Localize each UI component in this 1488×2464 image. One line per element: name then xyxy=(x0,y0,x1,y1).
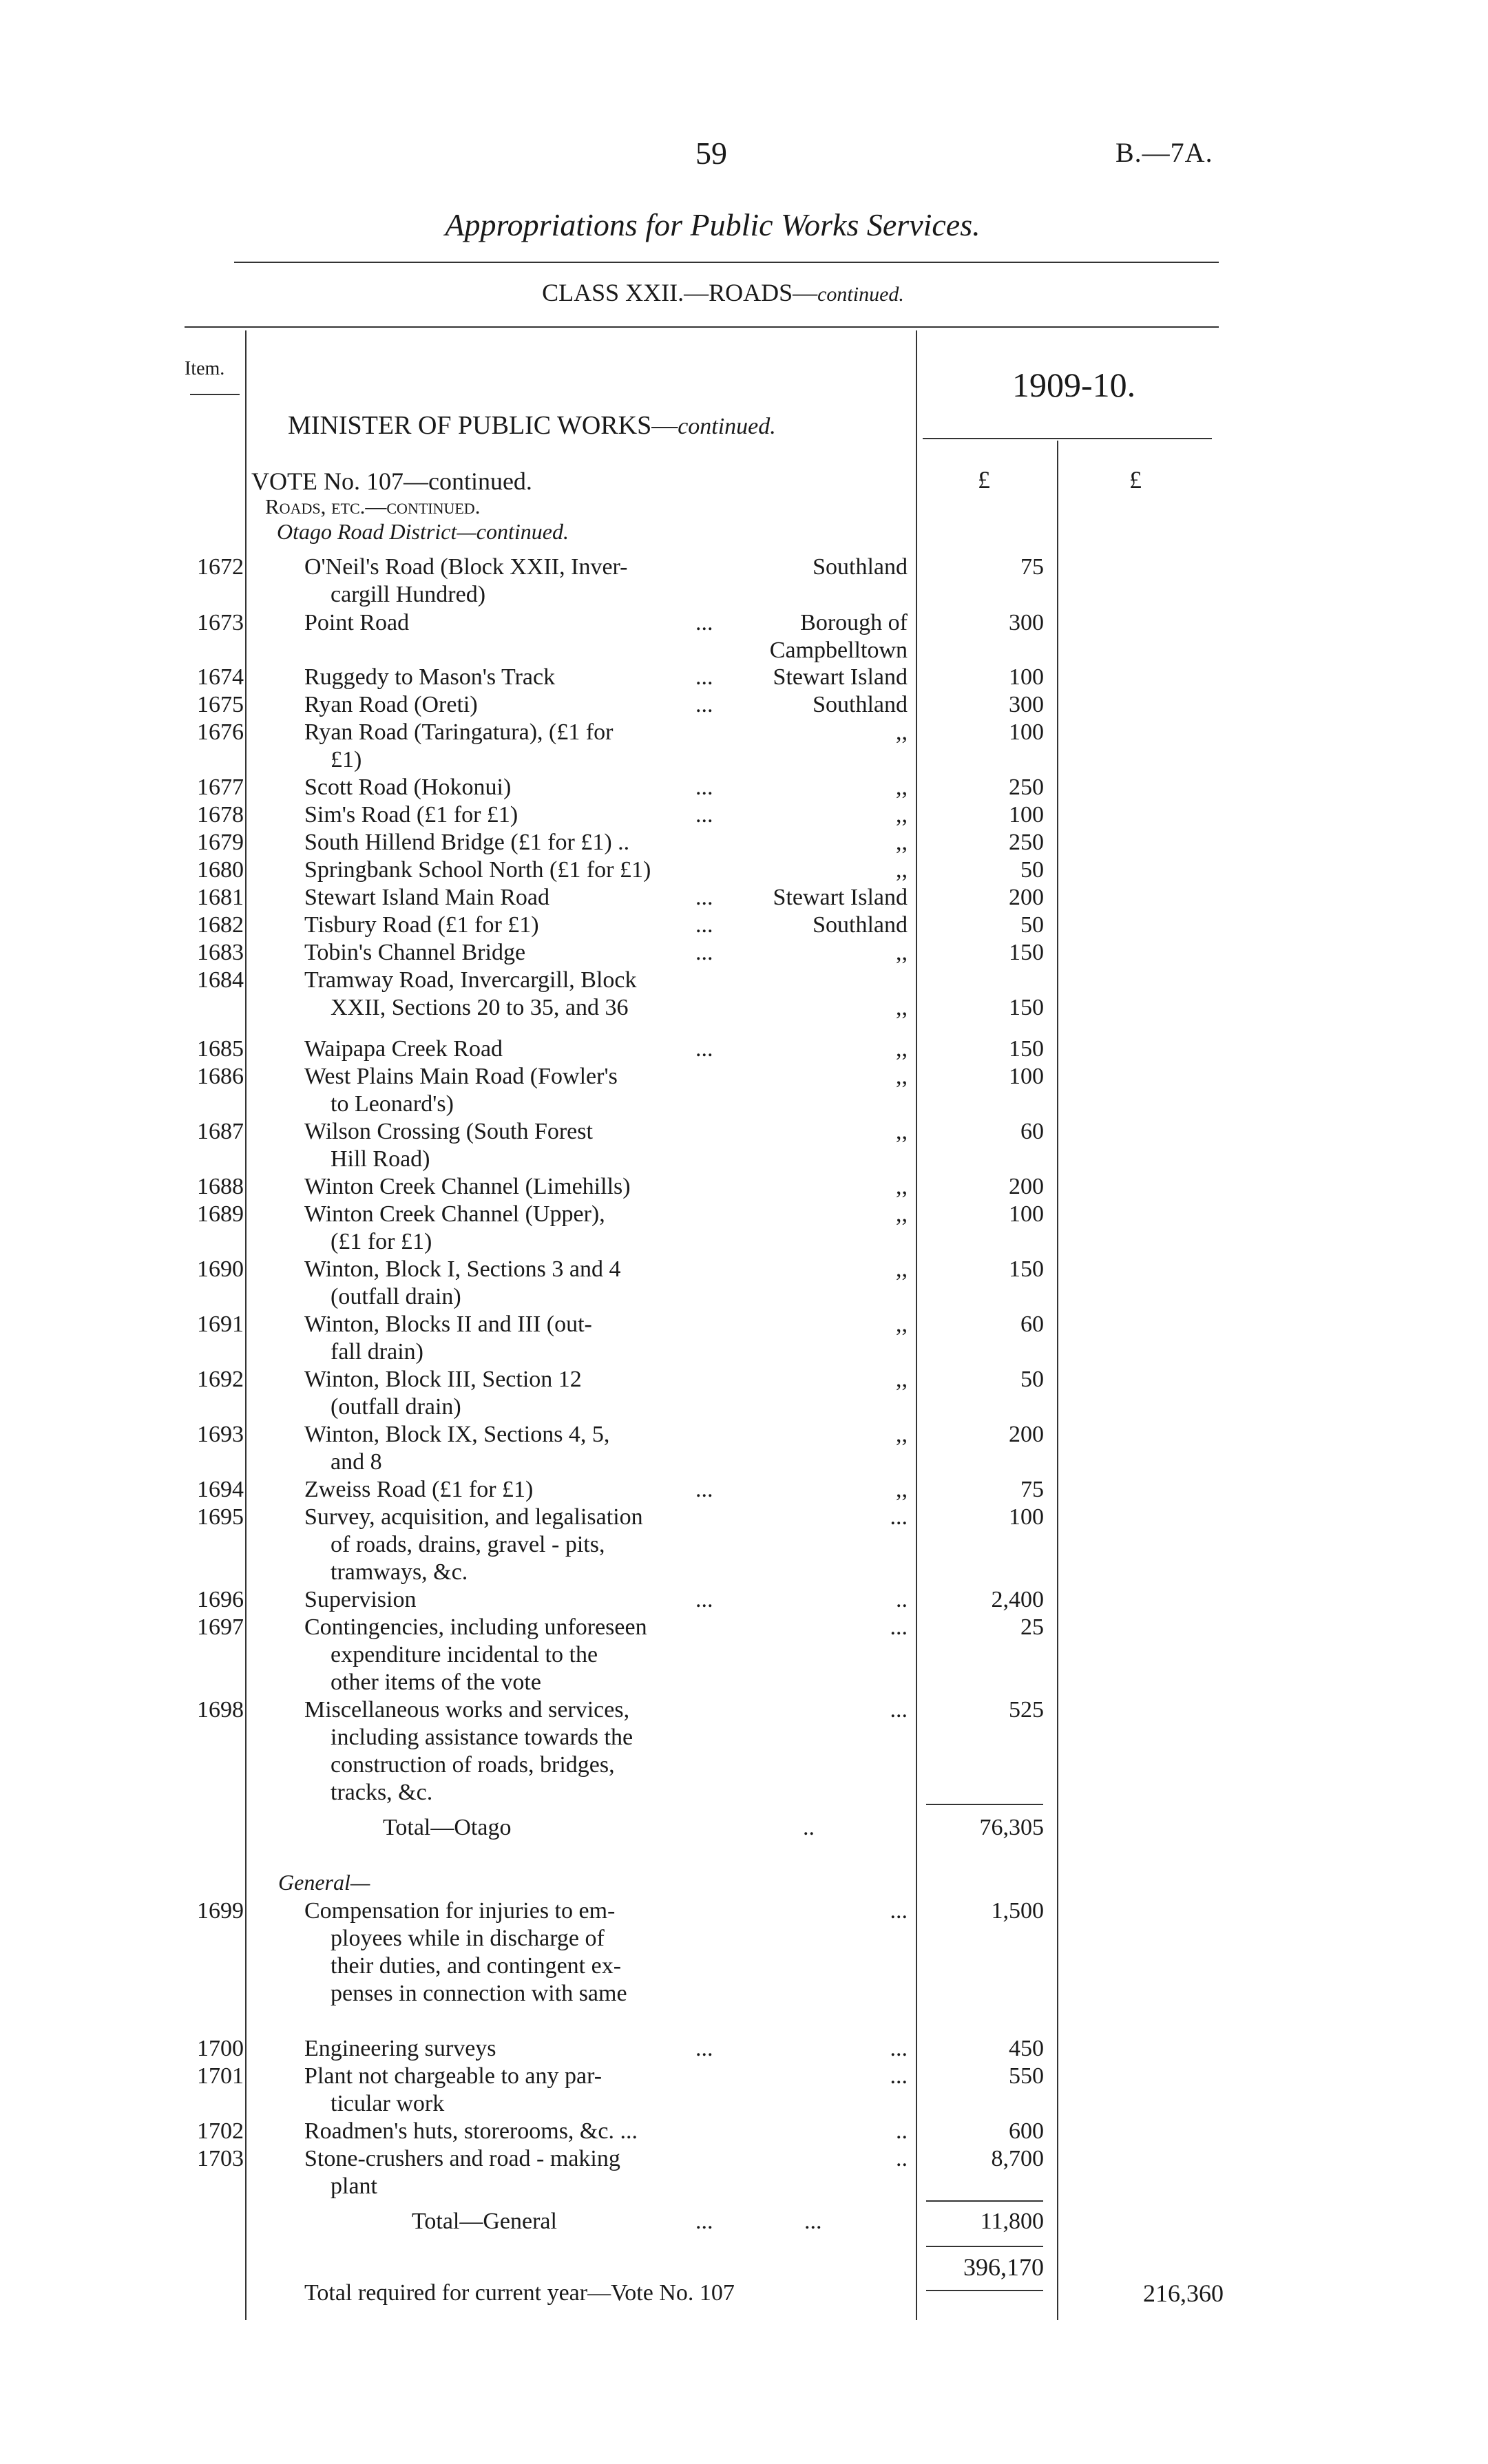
item-number: 1676 xyxy=(197,719,244,745)
vote-total-amount: 216,360 xyxy=(1143,2279,1224,2307)
item-district xyxy=(716,829,908,856)
description-line: of roads, drains, gravel - pits, xyxy=(331,1532,605,1557)
item-amount: 25 xyxy=(1020,1614,1044,1640)
description-line: XXII, Sections 20 to 35, and 36 xyxy=(331,995,629,1020)
item-number: 1703 xyxy=(197,2146,244,2171)
item-district xyxy=(716,554,908,581)
description-line: Ryan Road (Taringatura), (£1 for xyxy=(304,719,614,745)
item-number: 1701 xyxy=(197,2063,244,2089)
total-otago-dots: .. xyxy=(803,1815,815,1840)
description-line: Plant not chargeable to any par- xyxy=(304,2063,602,2089)
pound-sign-amount: £ xyxy=(978,466,990,494)
district-line: Southland xyxy=(813,692,908,717)
item-amount: 250 xyxy=(1009,775,1044,800)
district-line: ,, xyxy=(896,1036,908,1062)
item-district xyxy=(716,719,908,746)
item-amount: 150 xyxy=(1009,995,1044,1020)
amount-column-rule-left xyxy=(916,330,917,2320)
district-line: Stewart Island xyxy=(773,885,908,910)
item-district xyxy=(716,1366,908,1393)
item-description xyxy=(304,1476,730,1504)
item-description xyxy=(304,1504,730,1586)
item-amount: 200 xyxy=(1009,1174,1044,1199)
item-district xyxy=(716,1421,908,1449)
item-district xyxy=(716,1256,908,1283)
item-district xyxy=(716,801,908,829)
page-number: 59 xyxy=(695,136,727,171)
item-number: 1697 xyxy=(197,1614,244,1640)
item-description xyxy=(304,1311,730,1366)
description-line: Stewart Island Main Road xyxy=(304,885,549,910)
description-line: Zweiss Road (£1 for £1) xyxy=(304,1477,534,1502)
item-amount: 60 xyxy=(1020,1119,1044,1144)
item-number: 1685 xyxy=(197,1036,244,1062)
item-district xyxy=(716,2145,908,2173)
item-number: 1699 xyxy=(197,1898,244,1924)
item-number: 1690 xyxy=(197,1256,244,1282)
total-general-dots: ... xyxy=(695,2209,713,2234)
item-amount: 75 xyxy=(1020,1477,1044,1502)
description-line: penses in connection with same xyxy=(331,1981,627,2006)
description-line: Contingencies, including unforeseen xyxy=(304,1614,647,1640)
total-general-rule xyxy=(926,2200,1043,2202)
vote-heading: VOTE No. 107—continued. xyxy=(251,467,532,495)
leader-dots: ... xyxy=(695,940,713,965)
item-amount: 50 xyxy=(1020,1367,1044,1392)
item-number: 1694 xyxy=(197,1477,244,1502)
item-column-rule xyxy=(245,330,247,2320)
item-number: 1702 xyxy=(197,2118,244,2144)
district-line: ... xyxy=(890,1898,908,1924)
item-district xyxy=(716,664,908,691)
description-line: to Leonard's) xyxy=(331,1091,454,1117)
item-description xyxy=(304,856,730,884)
item-number: 1698 xyxy=(197,1697,244,1723)
roads-heading: Roads, etc.—continued. xyxy=(265,494,481,518)
item-district xyxy=(716,1201,908,1228)
description-line: Engineering surveys xyxy=(304,2036,496,2061)
minister-heading-cont: continued. xyxy=(678,414,776,439)
district-heading-text: Otago Road District—continued. xyxy=(277,519,569,544)
leader-dots: ... xyxy=(695,1587,713,1612)
item-district xyxy=(716,2118,908,2145)
description-line: tramways, &c. xyxy=(331,1559,468,1585)
item-description xyxy=(304,1035,730,1063)
item-number: 1679 xyxy=(197,830,244,855)
district-line: ,, xyxy=(896,802,908,828)
item-number: 1692 xyxy=(197,1367,244,1392)
item-amount: 200 xyxy=(1009,1422,1044,1447)
item-amount: 200 xyxy=(1009,885,1044,910)
item-description xyxy=(304,1614,730,1696)
general-heading-text: General— xyxy=(278,1870,370,1895)
item-district xyxy=(716,691,908,719)
item-amount: 100 xyxy=(1009,802,1044,828)
item-amount: 150 xyxy=(1009,1256,1044,1282)
class-rule xyxy=(185,326,1219,328)
item-district xyxy=(716,856,908,884)
item-number: 1675 xyxy=(197,692,244,717)
description-line: Survey, acquisition, and legalisation xyxy=(304,1504,643,1530)
description-line: Winton, Block I, Sections 3 and 4 xyxy=(304,1256,621,1282)
item-district xyxy=(716,1696,908,1724)
district-line: ... xyxy=(890,2036,908,2061)
item-amount: 50 xyxy=(1020,912,1044,938)
district-line: Southland xyxy=(813,554,908,580)
district-line: ,, xyxy=(896,1064,908,1089)
item-number: 1680 xyxy=(197,857,244,883)
item-description xyxy=(304,939,730,967)
item-amount: 100 xyxy=(1009,664,1044,690)
description-line: Winton, Block IX, Sections 4, 5, xyxy=(304,1422,610,1447)
total-otago-amount: 76,305 xyxy=(979,1815,1044,1840)
description-line: Roadmen's huts, storerooms, &c. ... xyxy=(304,2118,638,2144)
description-line: and 8 xyxy=(331,1449,382,1475)
district-line: ,, xyxy=(896,1119,908,1144)
district-line: ,, xyxy=(896,857,908,883)
description-line: Wilson Crossing (South Forest xyxy=(304,1119,593,1144)
district-line: .. xyxy=(896,2118,908,2144)
description-line: construction of roads, bridges, xyxy=(331,1752,615,1778)
item-amount: 450 xyxy=(1009,2036,1044,2061)
district-line: ,, xyxy=(896,1256,908,1282)
description-line: Stone-crushers and road - making xyxy=(304,2146,620,2171)
item-district xyxy=(716,2035,908,2063)
item-amount: 250 xyxy=(1009,830,1044,855)
item-column-header: Item. xyxy=(185,358,225,379)
description-line: Tramway Road, Invercargill, Block xyxy=(304,967,637,993)
description-line: Supervision xyxy=(304,1587,417,1612)
item-district xyxy=(716,1476,908,1504)
description-line: Ruggedy to Mason's Track xyxy=(304,664,556,690)
item-number: 1688 xyxy=(197,1174,244,1199)
item-description xyxy=(304,2118,730,2145)
description-line: Winton Creek Channel (Limehills) xyxy=(304,1174,631,1199)
district-line: ,, xyxy=(896,1422,908,1447)
vote-total-label: Total required for current year—Vote No. 107 xyxy=(304,2280,735,2306)
leader-dots: ... xyxy=(695,885,713,910)
description-line: Waipapa Creek Road xyxy=(304,1036,503,1062)
item-description xyxy=(304,719,730,774)
description-line: ticular work xyxy=(331,2091,445,2116)
district-line: ... xyxy=(890,1697,908,1723)
leader-dots: ... xyxy=(695,610,713,635)
item-description xyxy=(304,609,730,637)
item-number: 1683 xyxy=(197,940,244,965)
district-line: ,, xyxy=(896,995,908,1020)
item-number: 1695 xyxy=(197,1504,244,1530)
description-line: (£1 for £1) xyxy=(331,1229,432,1254)
item-description xyxy=(304,664,730,691)
item-description xyxy=(304,1118,730,1173)
item-number: 1696 xyxy=(197,1587,244,1612)
description-line: tracks, &c. xyxy=(331,1780,433,1805)
vote-total-rule-top xyxy=(926,2246,1043,2247)
year-header-underline xyxy=(923,438,1212,439)
total-general-amount: 11,800 xyxy=(980,2209,1044,2234)
item-description xyxy=(304,829,730,856)
item-number: 1674 xyxy=(197,664,244,690)
total-otago-rule xyxy=(926,1804,1043,1805)
vote-total-rule-bottom xyxy=(926,2290,1043,2291)
description-line: Winton, Blocks II and III (out- xyxy=(304,1312,592,1337)
district-line: ,, xyxy=(896,719,908,745)
item-description xyxy=(304,1201,730,1256)
item-district xyxy=(716,1035,908,1063)
district-line: ,, xyxy=(896,940,908,965)
item-amount: 2,400 xyxy=(991,1587,1044,1612)
item-description xyxy=(304,912,730,939)
district-line: Southland xyxy=(813,912,908,938)
item-district xyxy=(716,774,908,801)
description-line: plant xyxy=(331,2173,377,2199)
leader-dots: ... xyxy=(695,802,713,828)
item-description xyxy=(304,1897,730,2008)
description-line: Sim's Road (£1 for £1) xyxy=(304,802,518,828)
item-district xyxy=(716,1897,908,1925)
district-line: ,, xyxy=(896,1201,908,1227)
item-amount: 1,500 xyxy=(991,1898,1044,1924)
item-description xyxy=(304,1366,730,1421)
total-general-dots-2: ... xyxy=(804,2209,822,2234)
description-line: Tobin's Channel Bridge xyxy=(304,940,526,965)
item-district xyxy=(716,912,908,939)
total-otago-label: Total—Otago xyxy=(383,1815,512,1840)
item-district xyxy=(716,1173,908,1201)
minister-heading-text: MINISTER OF PUBLIC WORKS— xyxy=(288,411,678,440)
item-number: 1673 xyxy=(197,610,244,635)
district-line: Stewart Island xyxy=(773,664,908,690)
district-line: .. xyxy=(896,1587,908,1612)
item-description xyxy=(304,1586,730,1614)
description-line: (outfall drain) xyxy=(331,1284,461,1309)
item-amount: 100 xyxy=(1009,1201,1044,1227)
description-line: other items of the vote xyxy=(331,1670,541,1695)
item-description xyxy=(304,1173,730,1201)
total-general-label: Total—General xyxy=(412,2209,557,2234)
amount-column-rule-right xyxy=(1057,441,1058,2320)
item-amount: 50 xyxy=(1020,857,1044,883)
item-district xyxy=(716,1504,908,1531)
class-heading xyxy=(0,278,1446,307)
description-line: Springbank School North (£1 for £1) xyxy=(304,857,651,883)
item-number: 1687 xyxy=(197,1119,244,1144)
description-line: (outfall drain) xyxy=(331,1394,461,1420)
description-line: Ryan Road (Oreti) xyxy=(304,692,478,717)
description-line: West Plains Main Road (Fowler's xyxy=(304,1064,618,1089)
district-line: ,, xyxy=(896,1174,908,1199)
item-number: 1700 xyxy=(197,2036,244,2061)
item-number: 1677 xyxy=(197,775,244,800)
district-line: ,, xyxy=(896,775,908,800)
item-number: 1681 xyxy=(197,885,244,910)
district-line: .. xyxy=(896,2146,908,2171)
description-line: Winton Creek Channel (Upper), xyxy=(304,1201,605,1227)
district-line: ... xyxy=(890,2063,908,2089)
description-line: fall drain) xyxy=(331,1339,423,1365)
item-number: 1689 xyxy=(197,1201,244,1227)
page-title: Appropriations for Public Works Services. xyxy=(445,207,981,242)
description-line: Hill Road) xyxy=(331,1146,430,1172)
item-description xyxy=(304,774,730,801)
class-heading-cont: continued. xyxy=(817,283,904,306)
description-line: South Hillend Bridge (£1 for £1) .. xyxy=(304,830,630,855)
item-district xyxy=(716,967,908,1022)
item-description xyxy=(304,1256,730,1311)
description-line: Compensation for injuries to em- xyxy=(304,1898,616,1924)
year-column-header: 1909-10. xyxy=(1012,366,1136,404)
item-amount: 150 xyxy=(1009,1036,1044,1062)
item-district xyxy=(716,609,908,664)
district-line: ... xyxy=(890,1504,908,1530)
item-amount: 100 xyxy=(1009,719,1044,745)
item-amount: 100 xyxy=(1009,1504,1044,1530)
minister-heading xyxy=(288,410,776,441)
district-line: Campbelltown xyxy=(769,638,908,663)
item-district xyxy=(716,884,908,912)
class-heading-text: CLASS XXII.—ROADS— xyxy=(542,279,818,306)
item-description xyxy=(304,554,730,609)
item-header-underline xyxy=(190,394,240,395)
district-heading xyxy=(277,519,569,545)
item-description xyxy=(304,2145,730,2200)
item-amount: 8,700 xyxy=(991,2146,1044,2171)
item-amount: 300 xyxy=(1009,610,1044,635)
item-amount: 150 xyxy=(1009,940,1044,965)
description-line: expenditure incidental to the xyxy=(331,1642,598,1667)
item-amount: 600 xyxy=(1009,2118,1044,2144)
item-number: 1693 xyxy=(197,1422,244,1447)
item-number: 1682 xyxy=(197,912,244,938)
leader-dots: ... xyxy=(695,2036,713,2061)
item-district xyxy=(716,1311,908,1338)
description-line: Point Road xyxy=(304,610,410,635)
item-district xyxy=(716,2063,908,2090)
item-district xyxy=(716,1118,908,1146)
item-number: 1672 xyxy=(197,554,244,580)
item-amount: 550 xyxy=(1009,2063,1044,2089)
pound-sign-total: £ xyxy=(1129,466,1142,494)
item-description xyxy=(304,967,730,1022)
item-amount: 525 xyxy=(1009,1697,1044,1723)
district-line: ... xyxy=(890,1614,908,1640)
title-rule xyxy=(234,262,1219,263)
description-line: Tisbury Road (£1 for £1) xyxy=(304,912,539,938)
item-description xyxy=(304,2035,730,2063)
item-description xyxy=(304,691,730,719)
description-line: Miscellaneous works and services, xyxy=(304,1697,630,1723)
leader-dots: ... xyxy=(695,692,713,717)
description-line: O'Neil's Road (Block XXII, Inver- xyxy=(304,554,628,580)
item-amount: 300 xyxy=(1009,692,1044,717)
item-description xyxy=(304,1421,730,1476)
document-reference: B.—7A. xyxy=(1115,137,1213,168)
district-line: ,, xyxy=(896,1367,908,1392)
item-number: 1684 xyxy=(197,967,244,993)
item-description xyxy=(304,2063,730,2118)
description-line: cargill Hundred) xyxy=(331,582,486,607)
item-number: 1678 xyxy=(197,802,244,828)
item-description xyxy=(304,801,730,829)
item-amount: 100 xyxy=(1009,1064,1044,1089)
leader-dots: ... xyxy=(695,664,713,690)
leader-dots: ... xyxy=(695,775,713,800)
item-district xyxy=(716,1063,908,1091)
description-line: including assistance towards the xyxy=(331,1725,633,1750)
description-line: Scott Road (Hokonui) xyxy=(304,775,512,800)
item-district xyxy=(716,1614,908,1641)
leader-dots: ... xyxy=(695,912,713,938)
district-line: ,, xyxy=(896,1477,908,1502)
item-number: 1686 xyxy=(197,1064,244,1089)
leader-dots: ... xyxy=(695,1477,713,1502)
item-number: 1691 xyxy=(197,1312,244,1337)
item-district xyxy=(716,1586,908,1614)
item-description xyxy=(304,1696,730,1807)
general-heading xyxy=(278,1870,370,1895)
district-line xyxy=(716,967,908,994)
item-amount: 75 xyxy=(1020,554,1044,580)
vote-subtotal-amount: 396,170 xyxy=(963,2253,1044,2281)
item-amount: 60 xyxy=(1020,1312,1044,1337)
description-line: £1) xyxy=(331,747,362,772)
description-line: ployees while in discharge of xyxy=(331,1926,605,1951)
district-line: ,, xyxy=(896,830,908,855)
leader-dots: ... xyxy=(695,1036,713,1062)
district-line: ,, xyxy=(896,1312,908,1337)
description-line: Winton, Block III, Section 12 xyxy=(304,1367,582,1392)
description-line: their duties, and contingent ex- xyxy=(331,1953,622,1979)
item-description xyxy=(304,1063,730,1118)
item-district xyxy=(716,939,908,967)
district-line: Borough of xyxy=(800,610,908,635)
item-description xyxy=(304,884,730,912)
